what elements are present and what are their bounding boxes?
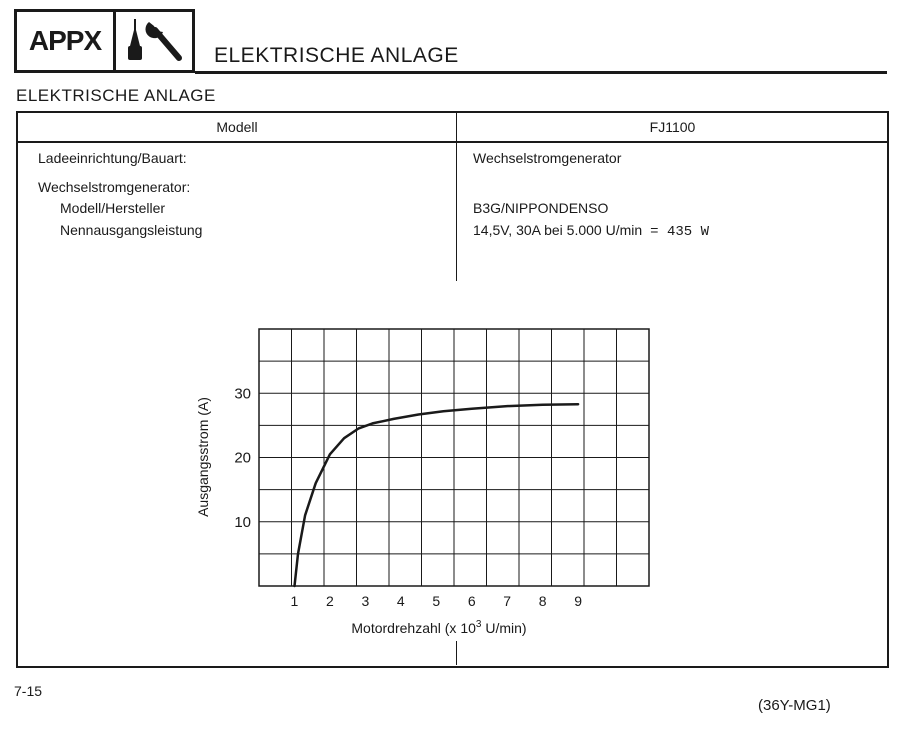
chart-grid: [259, 329, 649, 586]
model-value: B3G/NIPPONDENSO: [473, 200, 609, 216]
output-value-text: 14,5V, 30A bei 5.000 U/min: [473, 222, 643, 238]
x-tick-label: 7: [503, 593, 512, 609]
y-tick-label: 20: [234, 449, 251, 467]
page-number: 7-15: [14, 683, 43, 699]
series-line: [295, 404, 579, 586]
x-tick-label: 9: [574, 593, 582, 609]
document-code: (36Y-MG1): [758, 697, 831, 714]
x-tick-label: 2: [326, 593, 334, 609]
y-tick-label: 10: [234, 513, 251, 531]
x-tick-label: 5: [432, 593, 441, 609]
y-axis-label: Ausgangsstrom (A): [195, 397, 211, 517]
y-tick-label: 30: [234, 385, 251, 403]
column-header-fj1100: FJ1100: [649, 119, 696, 135]
charging-value: Wechselstromgenerator: [473, 150, 622, 166]
x-tick-label: 6: [467, 593, 476, 609]
y-tick-labels: [234, 385, 251, 531]
output-note: = 435 W: [650, 224, 709, 240]
model-label: Modell/Hersteller: [60, 200, 166, 216]
x-tick-label: 4: [396, 593, 405, 609]
output-label: Nennausgangsleistung: [60, 222, 203, 238]
header-title: ELEKTRISCHE ANLAGE: [214, 44, 459, 67]
x-tick-label: 8: [538, 593, 547, 609]
x-tick-label: 3: [361, 593, 370, 609]
x-tick-label: 1: [290, 593, 299, 609]
badge-label: APPX: [17, 12, 116, 70]
x-tick-labels: [291, 593, 583, 609]
generator-label: Wechselstromgenerator:: [38, 179, 191, 195]
section-title: ELEKTRISCHE ANLAGE: [16, 86, 216, 105]
column-header-modell: Modell: [216, 119, 258, 135]
charging-label: Ladeeinrichtung/Bauart:: [38, 150, 187, 166]
x-axis-label: Motordrehzahl (x $10^3$ U/min): [351, 619, 527, 636]
